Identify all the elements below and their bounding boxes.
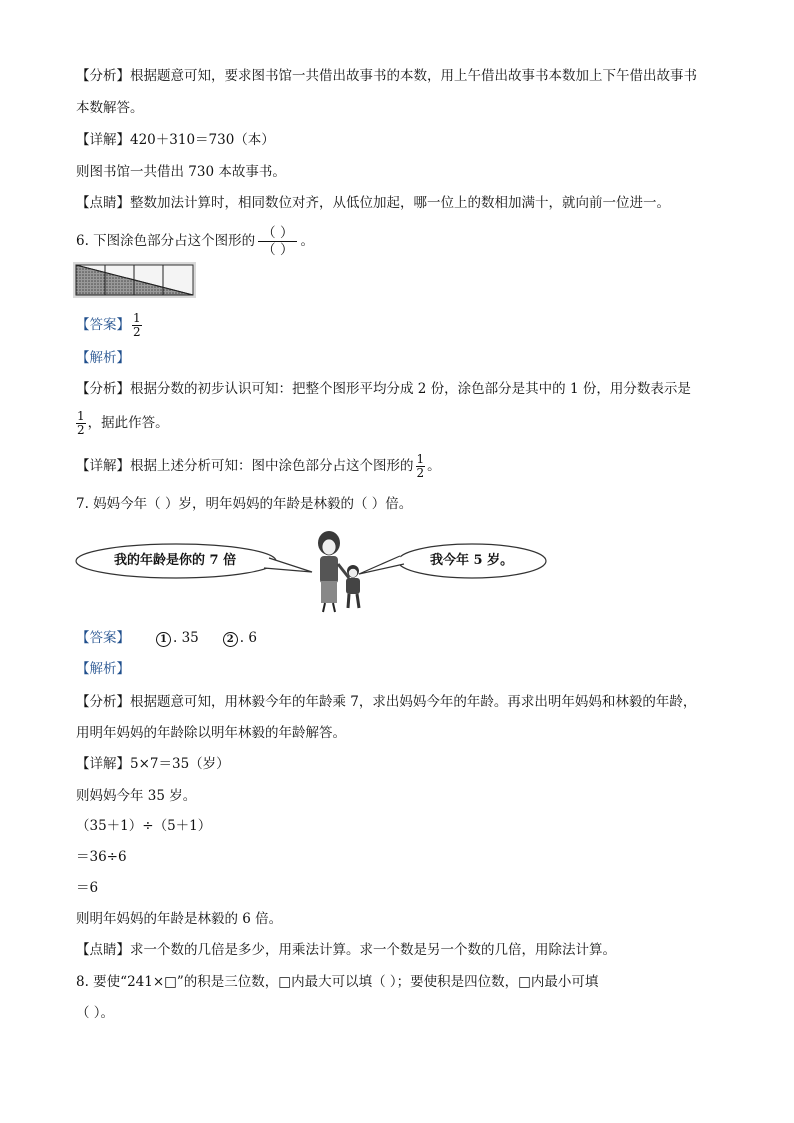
q6-answer-fraction: $\frac{1}{2}$ xyxy=(133,311,141,339)
mother-figure xyxy=(318,531,349,612)
q5-analysis-line-2: 本数解答。 xyxy=(76,100,144,116)
q6-answer: 【答案】 $\frac{1}{2}$ xyxy=(76,311,141,339)
child-figure xyxy=(346,565,360,608)
q6-blank-fraction: （ ） （ ） xyxy=(258,225,297,258)
q7-answer: 【答案】 1 . 35 2 . 6 xyxy=(76,630,257,646)
q7-detail-line-4: ＝36÷6 xyxy=(76,849,127,865)
q8-question-line-1: 8. 要使“241×□”的积是三位数，□内最大可以填（ ）；要使积是四位数，□内最小可填 xyxy=(76,974,599,990)
q6-analysis-line-1: 【分析】根据分数的初步认识可知：把整个图形平均分成 2 份，涂色部分是其中的 1 份，用分数表示是 xyxy=(76,381,691,397)
q6-detail-line: 【详解】根据上述分析可知：图中涂色部分占这个图形的 $\frac{1}{2}$ 。 xyxy=(76,452,441,480)
q8-question-line-2: （ ）。 xyxy=(76,1005,115,1021)
q7-detail-line-1: 【详解】5×7＝35（岁） xyxy=(76,756,230,772)
q6-question: 6. 下图涂色部分占这个图形的 （ ） （ ） 。 xyxy=(76,225,314,258)
q5-detail-line-2: 则图书馆一共借出 730 本故事书。 xyxy=(76,164,286,180)
q6-analysis-fraction: $\frac{1}{2}$ xyxy=(77,409,85,437)
q5-analysis-line-1: 【分析】根据题意可知，要求图书馆一共借出故事书的本数，用上午借出故事书本数加上下午借出故事书 xyxy=(76,68,697,84)
q7-illustration xyxy=(74,526,549,616)
q6-shaded-figure xyxy=(73,262,196,298)
speech-bubble-right-text: 我今年 5 岁。 xyxy=(430,553,514,568)
q7-analysis-line-1: 【分析】根据题意可知，用林毅今年的年龄乘 7，求出妈妈今年的年龄。再求出明年妈妈和林毅的年龄， xyxy=(76,694,697,710)
q7-comment-line: 【点睛】求一个数的几倍是多少，用乘法计算。求一个数是另一个数的几倍，用除法计算。 xyxy=(76,942,616,958)
q7-explanation-tag: 【解析】 xyxy=(76,661,130,677)
q6-detail-fraction: $\frac{1}{2}$ xyxy=(416,452,425,480)
answer-1-marker: 1 xyxy=(156,632,171,647)
q5-detail-line-1: 【详解】420＋310＝730（本） xyxy=(76,132,275,148)
q6-explanation-tag: 【解析】 xyxy=(76,350,130,366)
q7-detail-line-2: 则妈妈今年 35 岁。 xyxy=(76,788,197,804)
speech-bubble-left-text: 我的年龄是你的 7 倍 xyxy=(114,553,237,568)
answer-2-marker: 2 xyxy=(223,632,238,647)
q7-detail-line-5: ＝6 xyxy=(76,880,99,896)
q7-detail-line-6: 则明年妈妈的年龄是林毅的 6 倍。 xyxy=(76,911,283,927)
q5-comment-line: 【点睛】整数加法计算时，相同数位对齐，从低位加起，哪一位上的数相加满十，就向前一位进一。 xyxy=(76,195,670,211)
q7-detail-line-3: （35＋1）÷（5＋1） xyxy=(76,818,212,834)
q6-analysis-line-2: $\frac{1}{2}$ ，据此作答。 xyxy=(77,409,169,437)
q7-analysis-line-2: 用明年妈妈的年龄除以明年林毅的年龄解答。 xyxy=(76,725,346,741)
q7-question: 7. 妈妈今年（ ）岁，明年妈妈的年龄是林毅的（ ）倍。 xyxy=(76,496,413,512)
